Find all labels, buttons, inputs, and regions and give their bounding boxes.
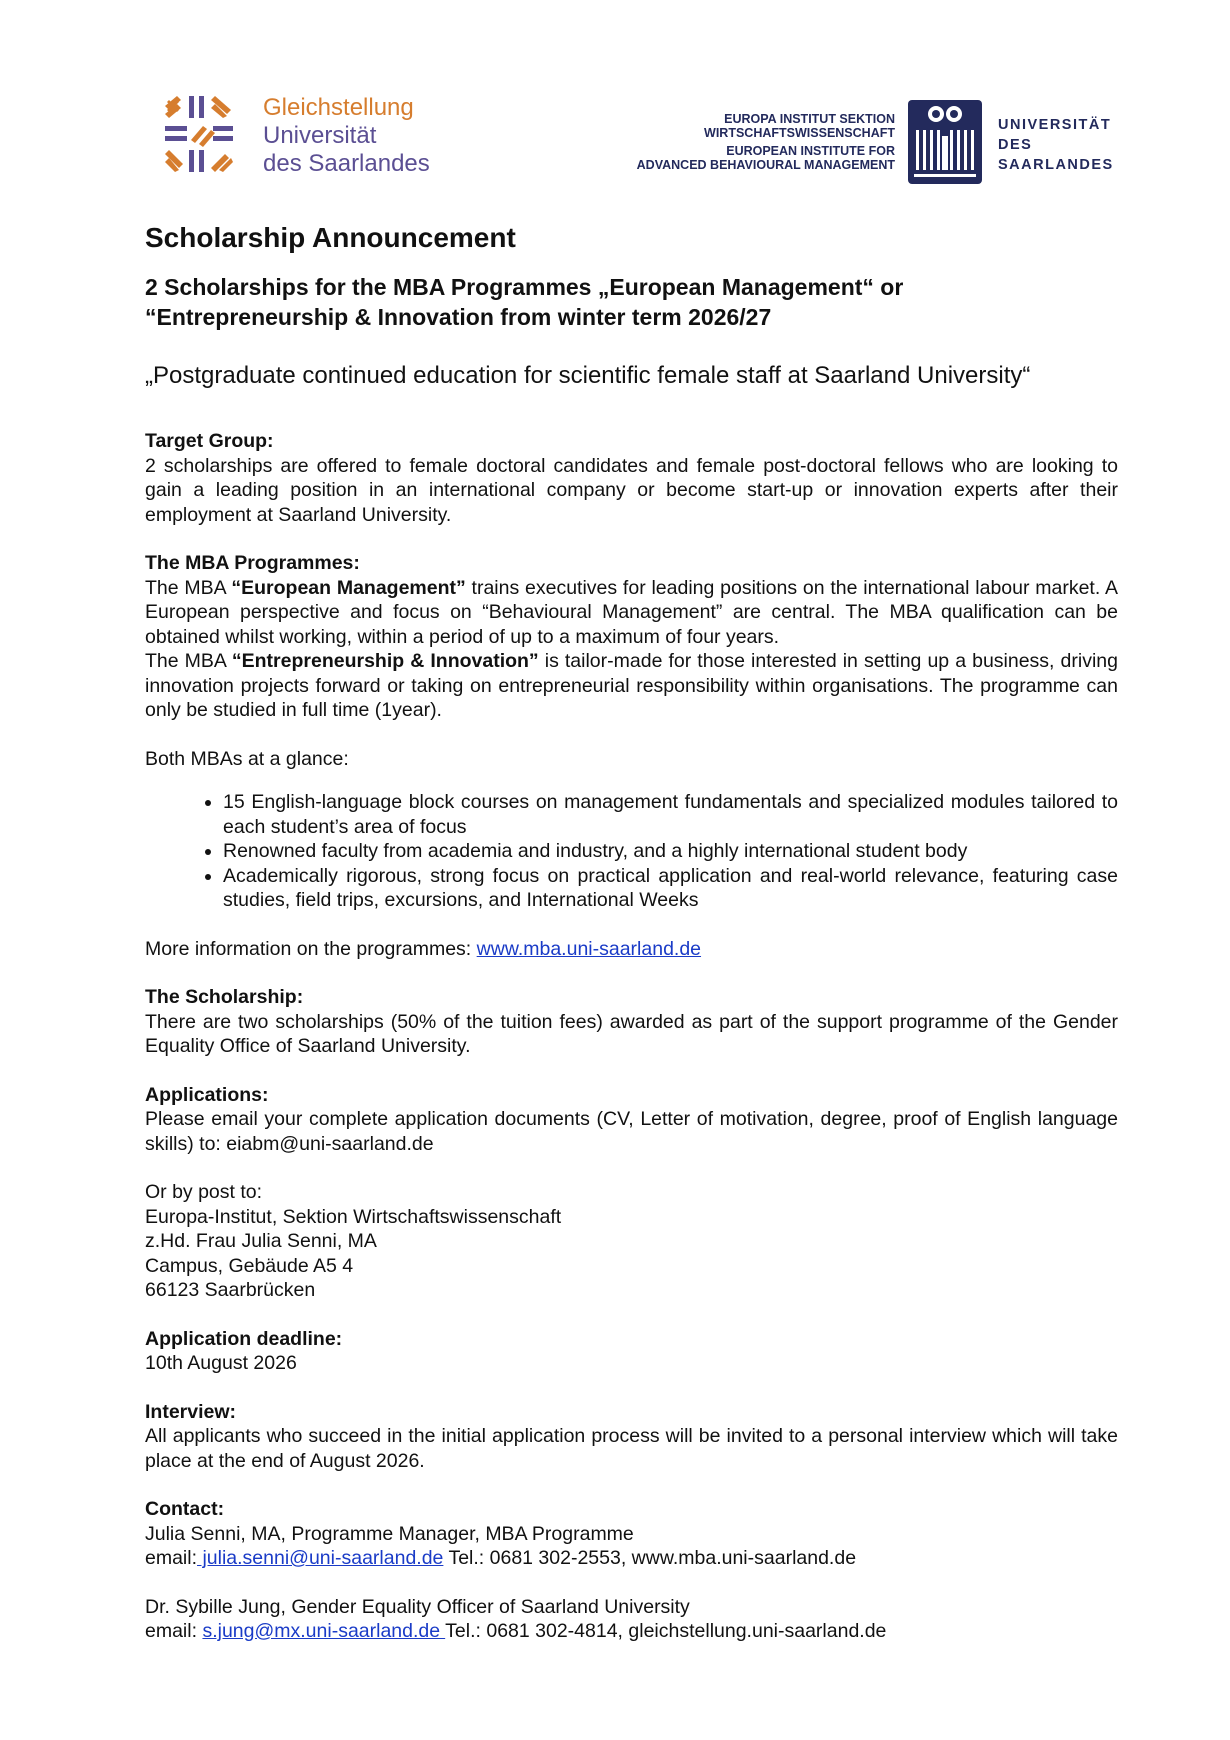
glance-intro: Both MBAs at a glance: [145,747,349,770]
applications-section [145,1083,1118,1303]
programmes-section [145,551,1118,723]
document-heading-line2: “Entrepreneurship & Innovation from winter term 2026/27 [145,304,772,330]
programmes-paragraph-2 [145,649,1118,723]
programmes-paragraph-1 [145,576,1118,650]
institute-line1: EUROPA INSTITUT SEKTION [724,112,895,126]
applications-text: Please email your complete application documents (CV, Letter of motivation, degree, proof of English language skills) to: eiabm@uni-saarland.de [145,1108,1118,1155]
julia-senni-email-link[interactable]: julia.senni@uni-saarland.de [197,1547,444,1569]
programmes-p1-rest: trains executives for leading positions on the international labour market. A European perspective and focus on “Behavioural Management” are central. The MBA qualification can be obtained whilst working, within a period of up to a maximum of four years. [145,576,1118,648]
scholarship-section [145,985,1118,1059]
more-info-text: More information on the programmes: [145,937,477,960]
programmes-title: The MBA Programmes: [145,552,360,574]
contact-person2-phone: Tel.: 0681 302-4814, gleichstellung.uni-saarland.de [445,1620,887,1642]
applications-title: Applications: [145,1083,269,1106]
institute-line4: ADVANCED BEHAVIOURAL MANAGEMENT [636,158,895,172]
list-item: • Academically rigorous, strong focus on practical application and real-world relevance, featuring case studies, field trips, excursions, and International Weeks [223,864,1118,913]
programmes-p2-prefix: The MBA [145,650,232,672]
deadline-title: Application deadline: [145,1327,343,1350]
programmes-p1-prefix: The MBA [145,576,232,599]
contact-person1-phone: Tel.: 0681 302-2553, www.mba.uni-saarland.de [443,1547,857,1569]
glance-list [145,790,1118,913]
address-line: Campus, Gebäude A5 4 [145,1254,354,1277]
document-title: Scholarship Announcement [145,222,516,253]
address-line: Europa-Institut, Sektion Wirtschaftswissenschaft [145,1205,562,1228]
institute-logo-text [560,112,895,172]
scholarship-title: The Scholarship: [145,986,304,1008]
list-item: • 15 English-language block courses on management fundamentals and specialized modules tailored to each student’s area of focus [223,790,1118,839]
university-line3: SAARLANDES [998,157,1114,173]
list-item: • Renowned faculty from academia and industry, and a highly international student body [223,839,1118,864]
university-logo-text [998,115,1114,175]
programme-name-european-management: “European Management” [231,576,466,599]
document-body [145,220,1118,1644]
contact-title: Contact: [145,1498,225,1520]
sybille-jung-email-link[interactable]: s.jung@mx.uni-saarland.de [202,1620,446,1642]
gleichstellung-logo-line2: Universität [263,122,377,149]
contact-person2-details [145,1619,1118,1644]
university-line1: UNIVERSITÄT [998,117,1112,133]
interview-text: All applicants who succeed in the initial application process will be invited to a personal interview which will take place at the end of August 2026. [145,1425,1118,1472]
document-subtitle: „Postgraduate continued education for scientific female staff at Saarland University“ [145,362,1031,389]
gleichstellung-logo [163,96,463,182]
interview-section [145,1400,1118,1474]
more-info [145,937,1118,962]
contact-person1-details [145,1546,1118,1571]
contact-person2: Dr. Sybille Jung, Gender Equality Officer of Saarland University [145,1595,690,1618]
university-owl-emblem-icon [908,100,982,184]
scholarship-text: There are two scholarships (50% of the tuition fees) awarded as part of the support programme of the Gender Equality Office of Saarland University. [145,1010,1118,1057]
interview-title: Interview: [145,1400,237,1423]
gleichstellung-symbol-icon [163,96,253,182]
programmes-p2-rest: is tailor-made for those interested in setting up a business, driving innovation projects forward or taking on entrepreneurial responsibility within organisations. The programme can only be studied in full time (1year). [145,650,1118,721]
institute-line2: WIRTSCHAFTSWISSENSCHAFT [704,126,895,140]
document-heading-line1: 2 Scholarships for the MBA Programmes „European Management“ or [145,274,904,300]
university-line2: DES [998,137,1033,153]
post-intro: Or by post to: [145,1181,263,1203]
document-heading [145,272,1118,332]
address-line: 66123 Saarbrücken [145,1279,316,1301]
contact-section [145,1497,1118,1644]
target-group-text: 2 scholarships are offered to female doctoral candidates and female post-doctoral fellows who are looking to gain a leading position in an international company or become start-up or innovation experts after their employment at Saarland University. [145,454,1118,526]
gleichstellung-logo-line3: des Saarlandes [263,150,430,177]
deadline-section [145,1327,1118,1376]
email-label: email: [145,1620,203,1642]
institute-line3: EUROPEAN INSTITUTE FOR [726,144,895,158]
address-line: z.Hd. Frau Julia Senni, MA [145,1230,377,1252]
contact-person1: Julia Senni, MA, Programme Manager, MBA Programme [145,1522,634,1545]
gleichstellung-logo-line1: Gleichstellung [263,94,414,121]
deadline-text: 10th August 2026 [145,1352,297,1374]
programme-name-entrepreneurship: “Entrepreneurship & Innovation” [231,650,539,672]
target-group-title: Target Group: [145,430,274,452]
email-label: email: [145,1547,198,1569]
target-group-section [145,429,1118,527]
mba-website-link[interactable]: www.mba.uni-saarland.de [476,937,702,960]
